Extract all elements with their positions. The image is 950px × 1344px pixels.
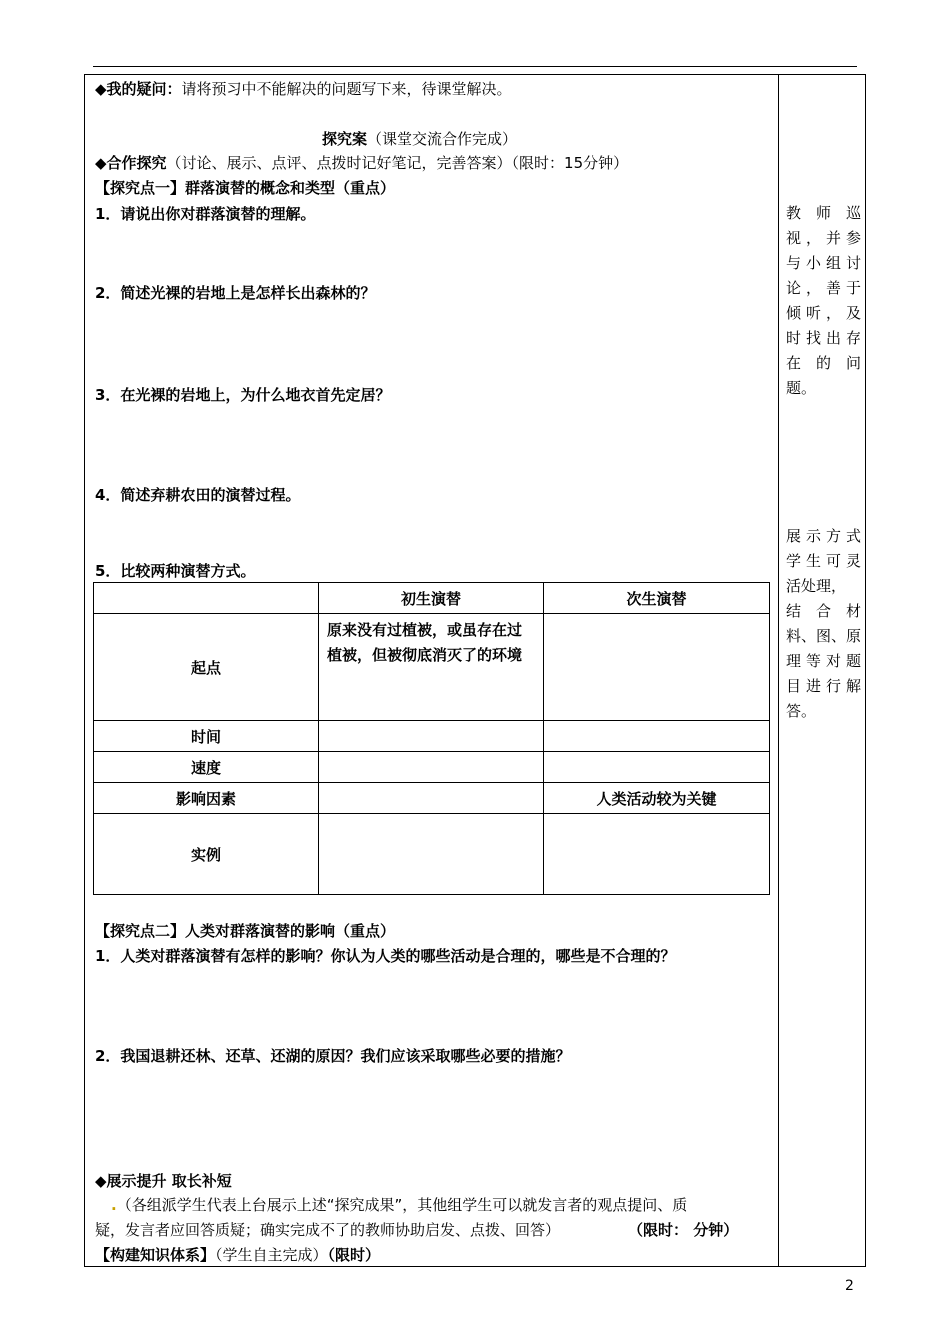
explore-title-bold: 探究案 [322, 130, 368, 148]
point1-question-1: 1．请说出你对群落演替的理解。 [95, 205, 316, 223]
point1-question-2: 2．简述光裸的岩地上是怎样长出森林的？ [95, 284, 376, 302]
display-line-1 [111, 1195, 687, 1215]
succession-comparison-table [93, 582, 770, 895]
note-line: 展示方式 [786, 527, 861, 545]
knowledge-limit: （限时） [327, 1246, 381, 1264]
table-row [94, 752, 770, 783]
note-line: 在的问 [786, 354, 861, 372]
doubt-line [95, 79, 512, 99]
note-line: 视，并参 [786, 229, 861, 247]
secondary-cell: 人类活动较为关键 [544, 783, 770, 814]
row-label: 起点 [94, 614, 319, 721]
note-line: 论，善于 [786, 279, 861, 297]
note-line: 活处理， [786, 577, 847, 595]
display-limit: （限时： 分钟） [628, 1221, 739, 1239]
point2-question-1: 1．人类对群落演替有怎样的影响？你认为人类的哪些活动是合理的，哪些是不合理的？ [95, 947, 676, 965]
note-line: 结合材 [786, 602, 861, 620]
cooperate-label: ◆合作探究 [95, 154, 167, 172]
note-line: 与小组讨 [786, 254, 861, 272]
primary-cell [319, 814, 544, 895]
table-header-row [94, 583, 770, 614]
doubt-text: 请将预习中不能解决的问题写下来，待课堂解决。 [181, 80, 512, 98]
row-label: 实例 [94, 814, 319, 895]
note-line: 学生可灵 [786, 552, 861, 570]
row-label: 影响因素 [94, 783, 319, 814]
point1-question-3: 3．在光裸的岩地上，为什么地衣首先定居？ [95, 386, 391, 404]
column-divider [778, 74, 779, 1267]
display-text-2: 疑，发言者应回答质疑；确实完成不了的教师协助启发、点拨、回答） [95, 1221, 561, 1239]
note-line: 理等对题 [786, 652, 861, 670]
table-row [94, 814, 770, 895]
note-line: 答。 [786, 702, 817, 720]
display-line-2 [95, 1220, 560, 1240]
note-line: 倾听，及 [786, 304, 861, 322]
note-line: 目进行解 [786, 677, 861, 695]
teacher-note-2 [786, 524, 861, 724]
point1-heading: 【探究点一】群落演替的概念和类型（重点） [95, 179, 396, 197]
table-header-corner [94, 583, 319, 614]
knowledge-heading: 【构建知识体系】 [95, 1246, 216, 1264]
knowledge-normal: （学生自主完成） [215, 1246, 328, 1264]
display-dot: . [111, 1196, 117, 1214]
note-line: 时找出存 [786, 329, 861, 347]
explore-title [322, 129, 517, 149]
display-heading: ◆展示提升 取长补短 [95, 1172, 232, 1190]
table-row [94, 721, 770, 752]
secondary-cell [544, 614, 770, 721]
table-header-secondary: 次生演替 [544, 583, 770, 614]
page-number: 2 [845, 1278, 854, 1294]
explore-title-normal: （课堂交流合作完成） [367, 130, 518, 148]
doubt-label: ◆我的疑问： [95, 80, 182, 98]
secondary-cell [544, 814, 770, 895]
point1-question-4: 4．简述弃耕农田的演替过程。 [95, 486, 301, 504]
primary-cell [319, 752, 544, 783]
teacher-note-1 [786, 201, 861, 401]
display-text-1: （各组派学生代表上台展示上述“探究成果”，其他组学生可以就发言者的观点提问、质 [116, 1196, 688, 1214]
primary-cell: 原来没有过植被，或虽存在过植被，但被彻底消灭了的环境 [319, 614, 544, 721]
secondary-cell [544, 721, 770, 752]
cooperate-text: （讨论、展示、点评、点拨时记好笔记，完善答案）（限时：15分钟） [166, 154, 629, 172]
table-header-primary: 初生演替 [319, 583, 544, 614]
point2-question-2: 2．我国退耕还林、还草、还湖的原因？我们应该采取哪些必要的措施？ [95, 1047, 571, 1065]
point2-heading: 【探究点二】人类对群落演替的影响（重点） [95, 922, 396, 940]
note-line: 料、图、原 [786, 627, 862, 645]
knowledge-line [95, 1245, 380, 1265]
point1-question-5: 5．比较两种演替方式。 [95, 562, 256, 580]
primary-cell [319, 721, 544, 752]
row-label: 时间 [94, 721, 319, 752]
cooperate-line [95, 153, 628, 173]
primary-cell [319, 783, 544, 814]
header-rule [93, 66, 857, 67]
note-line: 教师巡 [786, 204, 861, 222]
table-row [94, 614, 770, 721]
secondary-cell [544, 752, 770, 783]
note-line: 题。 [786, 379, 817, 397]
table-row [94, 783, 770, 814]
row-label: 速度 [94, 752, 319, 783]
